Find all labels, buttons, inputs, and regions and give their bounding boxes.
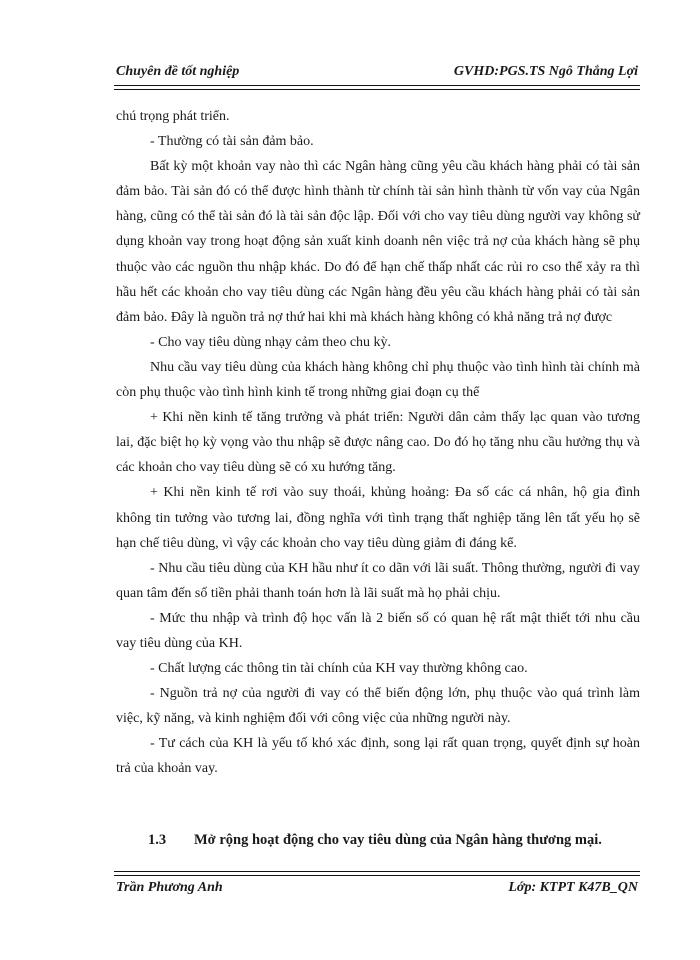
sub-item: + Khi nền kinh tế tăng trưởng và phát triển: Người dân cảm thấy lạc quan vào tương lai, đặc biệt họ kỳ vọng vào thu nhập sẽ được nâng cao. Do đó họ tăng nhu cầu hưởng thụ và các khoản cho vay tiêu dùng sẽ có xu hướng tăng.: [116, 410, 640, 476]
bullet-item: - Nguồn trả nợ của người đi vay có thể biến động lớn, phụ thuộc vào quá trình làm việc, kỹ năng, và kinh nghiệm đối với công việc của những người này.: [116, 686, 640, 727]
footer-divider: [114, 871, 640, 876]
footer-class: Lớp: KTPT K47B_QN: [508, 880, 638, 895]
page-header: [116, 62, 638, 82]
page-footer: [116, 878, 638, 898]
footer-author: Trần Phương Anh: [116, 880, 223, 895]
bullet-item: - Mức thu nhập và trình độ học vấn là 2 biến số có quan hệ rất mật thiết tới nhu cầu vay tiêu dùng của KH.: [116, 610, 640, 651]
bullet-item: - Cho vay tiêu dùng nhạy cảm theo chu kỳ.: [150, 334, 392, 350]
section-number: 1.3: [148, 832, 167, 848]
section-title: Mở rộng hoạt động cho vay tiêu dùng của Ngân hàng thương mại.: [194, 832, 602, 848]
section-heading: [148, 829, 648, 851]
header-document-type: Chuyên đề tốt nghiệp: [116, 64, 240, 79]
paragraph: Nhu cầu vay tiêu dùng của khách hàng không chỉ phụ thuộc vào tình hình tài chính mà còn phụ thuộc vào tình hình kinh tế trong những giai đoạn cụ thể: [116, 359, 640, 401]
document-body: [116, 104, 640, 782]
sub-item: + Khi nền kinh tế rơi vào suy thoái, khủng hoảng: Đa số các cá nhân, hộ gia đình không tin tưởng vào tương lai, đồng nghĩa với tình trạng thất nghiệp tăng lên tất yếu họ sẽ hạn chế tiêu dùng, vì vậy các khoản cho vay tiêu dùng giảm đi đáng kể.: [116, 485, 640, 551]
header-divider: [114, 85, 640, 90]
bullet-item: - Tư cách của KH là yếu tố khó xác định, song lại rất quan trọng, quyết định sự hoàn trả của khoản vay.: [116, 736, 640, 777]
paragraph: Bất kỳ một khoản vay nào thì các Ngân hàng cũng yêu cầu khách hàng phải có tài sản đảm bảo. Tài sản đó có thể được hình thành từ chính tài sản hình thành từ vốn vay của Ngân hàng, cũng có thể tài sản đó là tài sản độc lập. Đối với cho vay tiêu dùng người vay không sử dụng khoản vay trong hoạt động sản xuất kinh doanh nên việc trả nợ của khách hàng sẽ phụ thuộc vào các nguồn thu nhập khác. Do đó để hạn chế thấp nhất các rủi ro cso thể xảy ra thì hầu hết các khoản cho vay tiêu dùng các Ngân hàng đều yêu cầu khách hàng phải có tài sản đảm bảo. Đây là nguồn trả nợ thứ hai khi mà khách hàng không có khả năng trả nợ được: [116, 159, 640, 325]
header-supervisor: GVHD:PGS.TS Ngô Thắng Lợi: [453, 64, 638, 79]
bullet-item: - Chất lượng các thông tin tài chính của KH vay thường không cao.: [150, 661, 528, 677]
bullet-item: - Thường có tài sản đảm bảo.: [150, 134, 314, 150]
bullet-item: - Nhu cầu tiêu dùng của KH hầu như ít co dãn với lãi suất. Thông thường, người đi vay quan tâm đến số tiền phải thanh toán hơn là lãi suất mà họ phải chịu.: [116, 560, 640, 601]
paragraph: chú trọng phát triển.: [116, 109, 230, 124]
